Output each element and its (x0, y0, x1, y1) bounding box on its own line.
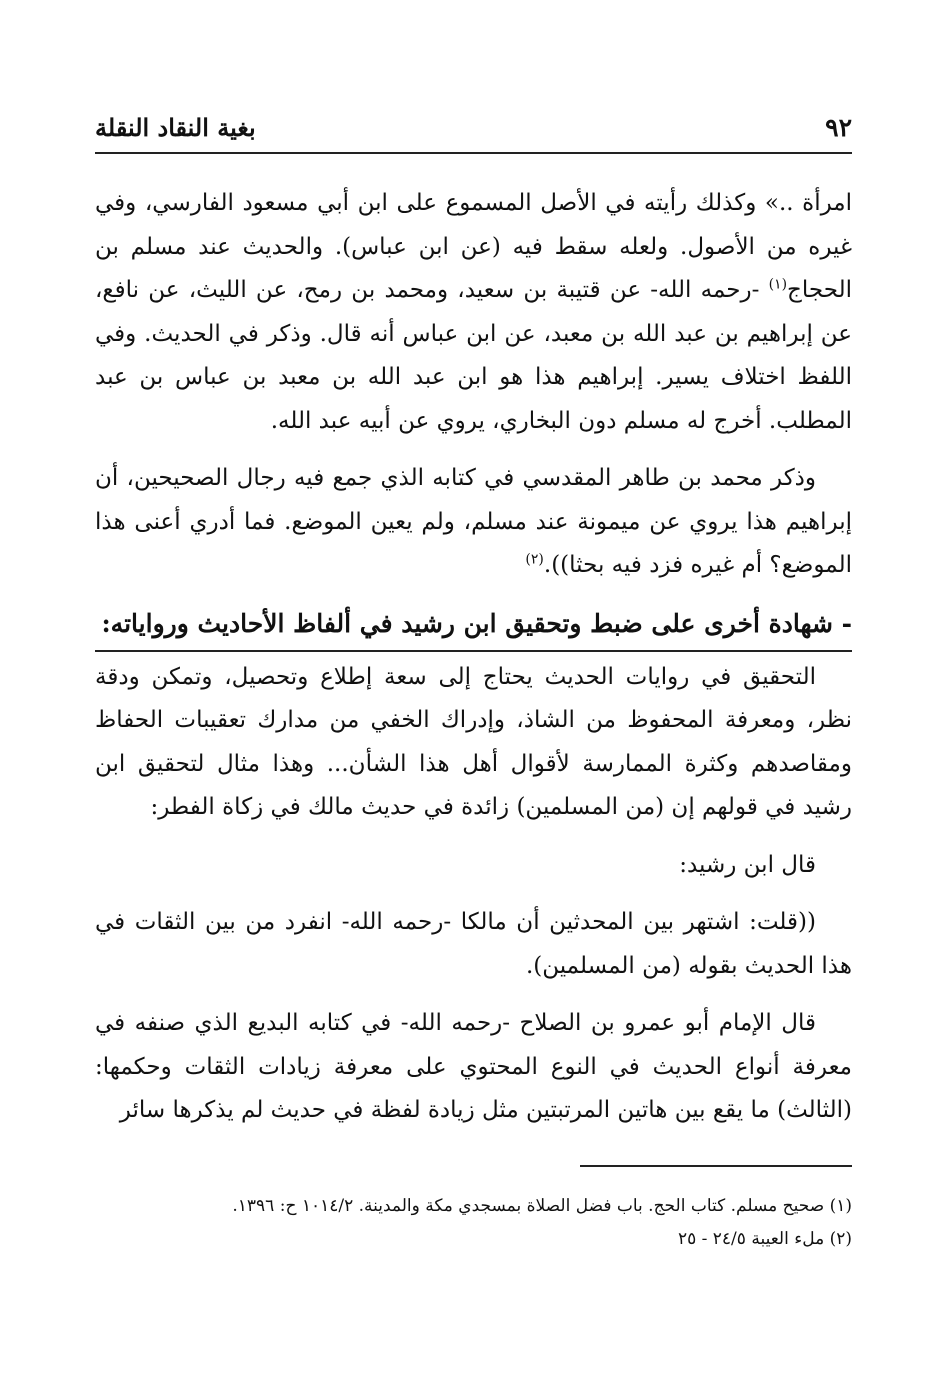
footnote-ref-2[interactable]: (٢) (525, 551, 544, 568)
footnote-1: (١) صحيح مسلم. كتاب الحج. باب فضل الصلاة بمسجدي مكة والمدينة. ١٠١٤/٢ ح: ١٣٩٦. (232, 1196, 852, 1216)
paragraph-ibn-salah: قال الإمام أبو عمرو بن الصلاح -رحمه الله- في كتابه البديع الذي صنفه في معرفة أنواع الحديث في النوع المحتوي على معرفة زيادات الثقات وحكمها: (الثالث) ما يقع بين هاتين المرتبتين مثل زيادة لفظة في حديث لم يذكرها سائر (95, 1010, 852, 1123)
footnotes (95, 1190, 852, 1256)
paragraph-tahqiq: التحقيق في روايات الحديث يحتاج إلى سعة إطلاع وتحصيل، وتمكن ودقة نظر، ومعرفة المحفوظ من الشاذ، وإدراك الخفي من مدارك تعقيبات الحفاظ ومقاصدهم وكثرة الممارسة لأقوال أهل هذا الشأن... وهذا مثال لتحقيق ابن رشيد في قولهم إن (من المسلمين) زائدة في حديث مالك في زكاة الفطر: (95, 663, 852, 820)
running-title: بغية النقاد النقلة (95, 113, 256, 142)
paragraph-quote: ((قلت: اشتهر بين المحدثين أن مالكا -رحمه الله- انفرد من بين الثقات في هذا الحديث بقوله (من المسلمين). (95, 909, 852, 979)
page-header (95, 108, 852, 154)
footnote-ref-1[interactable]: (١) (768, 276, 788, 293)
paragraph-qala-ibn-rushayd: قال ابن رشيد: (679, 851, 816, 878)
paragraph-text: -رحمه الله- عن قتيبة بن سعيد، ومحمد بن رمح، عن الليث، عن نافع، عن إبراهيم بن عبد الله بن معبد، عن ابن عباس أنه قال. وذكر في الحديث. وفي اللفظ اختلاف يسير. إبراهيم هذا هو ابن عبد الله بن معبد بن عباس بن عبد المطلب. أخرج له مسلم دون البخاري، يروي عن أبيه عبد الله. (95, 277, 852, 434)
paragraph-text: وذكر محمد بن طاهر المقدسي في كتابه الذي جمع فيه رجال الصحيحين، أن إبراهيم هذا يروي عن ميمونة عند مسلم، ولم يعين الموضع. فما أدري أعنى هذا الموضع؟ أم غيره فزد فيه بحثا)). (95, 465, 852, 578)
page-number: ٩٢ (825, 113, 852, 142)
paragraph-text: امرأة ..» وكذلك رأيته في الأصل المسموع على ابن أبي مسعود الفارسي، وفي غيره من الأصول. ولعله سقط فيه (عن ابن عباس). والحديث عند مسلم بن الحجاج (95, 190, 852, 303)
paragraph-maqdisi (95, 457, 852, 588)
footnote-2: (٢) ملء العيبة ٢٤/٥ - ٢٥ (677, 1229, 852, 1249)
paragraph-continuation (95, 182, 852, 443)
section-heading: - شهادة أخرى على ضبط وتحقيق ابن رشيد في ألفاظ الأحاديث ورواياته: (95, 602, 852, 652)
footnote-divider (580, 1165, 852, 1167)
page-body (95, 182, 852, 1147)
